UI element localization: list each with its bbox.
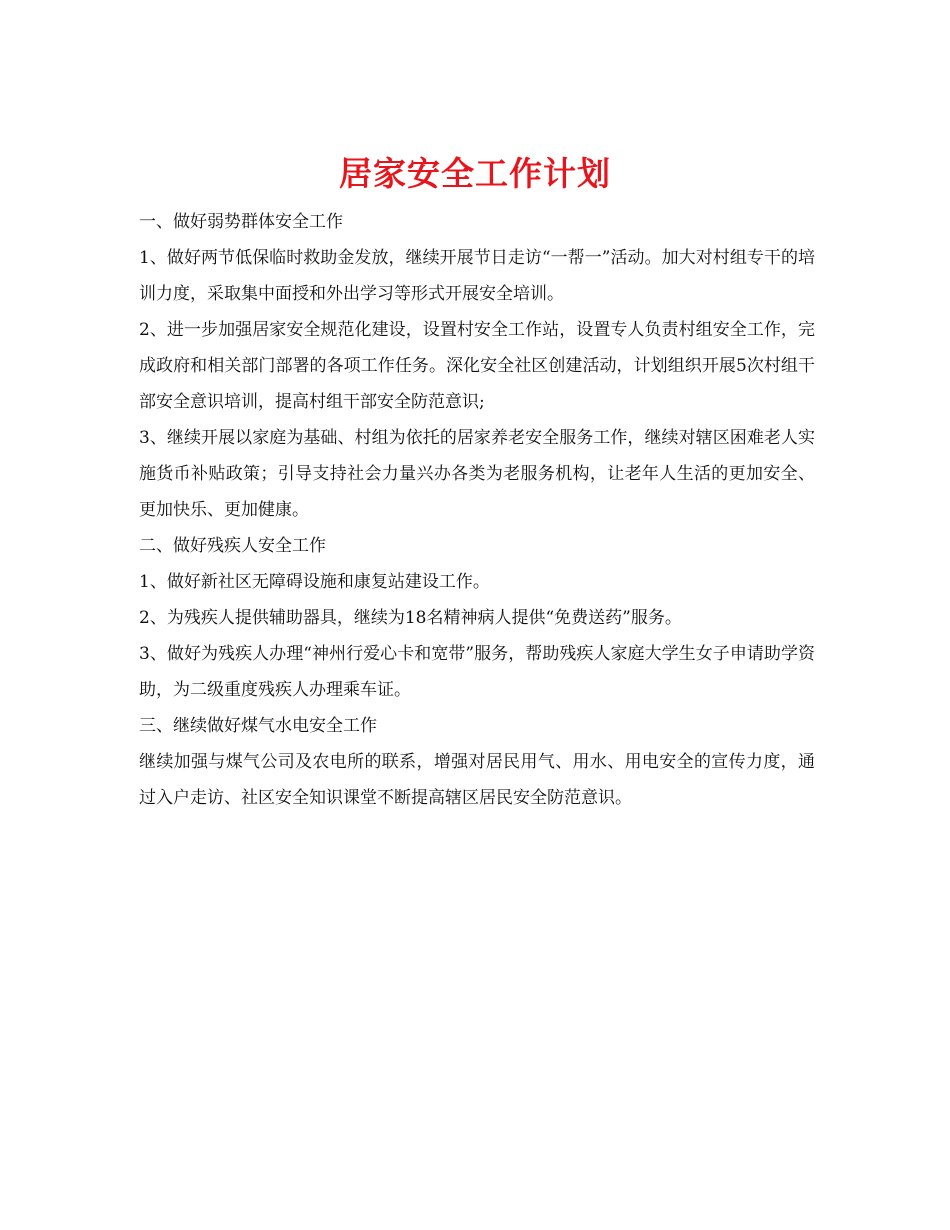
paragraph: 1、做好两节低保临时救助金发放，继续开展节日走访“一帮一”活动。加大对村组专干的培训力度，采取集中面授和外出学习等形式开展安全培训。	[139, 248, 815, 304]
paragraph: 3、做好为残疾人办理“神州行爱心卡和宽带”服务，帮助残疾人家庭大学生女子申请助学资助，为二级重度残疾人办理乘车证。	[139, 644, 815, 700]
document-title: 居家安全工作计划	[339, 154, 611, 194]
paragraph: 1、做好新社区无障碍设施和康复站建设工作。	[139, 572, 490, 592]
paragraph: 2、进一步加强居家安全规范化建设，设置村安全工作站，设置专人负责村组安全工作，完成政府和相关部门部署的各项工作任务。深化安全社区创建活动，计划组织开展5次村组干部安全意识培训，提高村组干部安全防范意识;	[139, 320, 815, 412]
section-heading: 一、做好弱势群体安全工作	[139, 212, 343, 232]
paragraph: 2、为残疾人提供辅助器具，继续为18名精神病人提供“免费送药”服务。	[139, 608, 682, 628]
section-heading: 三、继续做好煤气水电安全工作	[139, 716, 377, 736]
document-body	[139, 204, 815, 816]
paragraph: 继续加强与煤气公司及农电所的联系，增强对居民用气、用水、用电安全的宣传力度，通过入户走访、社区安全知识课堂不断提高辖区居民安全防范意识。	[139, 752, 815, 808]
paragraph: 3、继续开展以家庭为基础、村组为依托的居家养老安全服务工作，继续对辖区困难老人实施货币补贴政策；引导支持社会力量兴办各类为老服务机构，让老年人生活的更加安全、更加快乐、更加健康。	[139, 428, 815, 520]
section-heading: 二、做好残疾人安全工作	[139, 536, 326, 556]
